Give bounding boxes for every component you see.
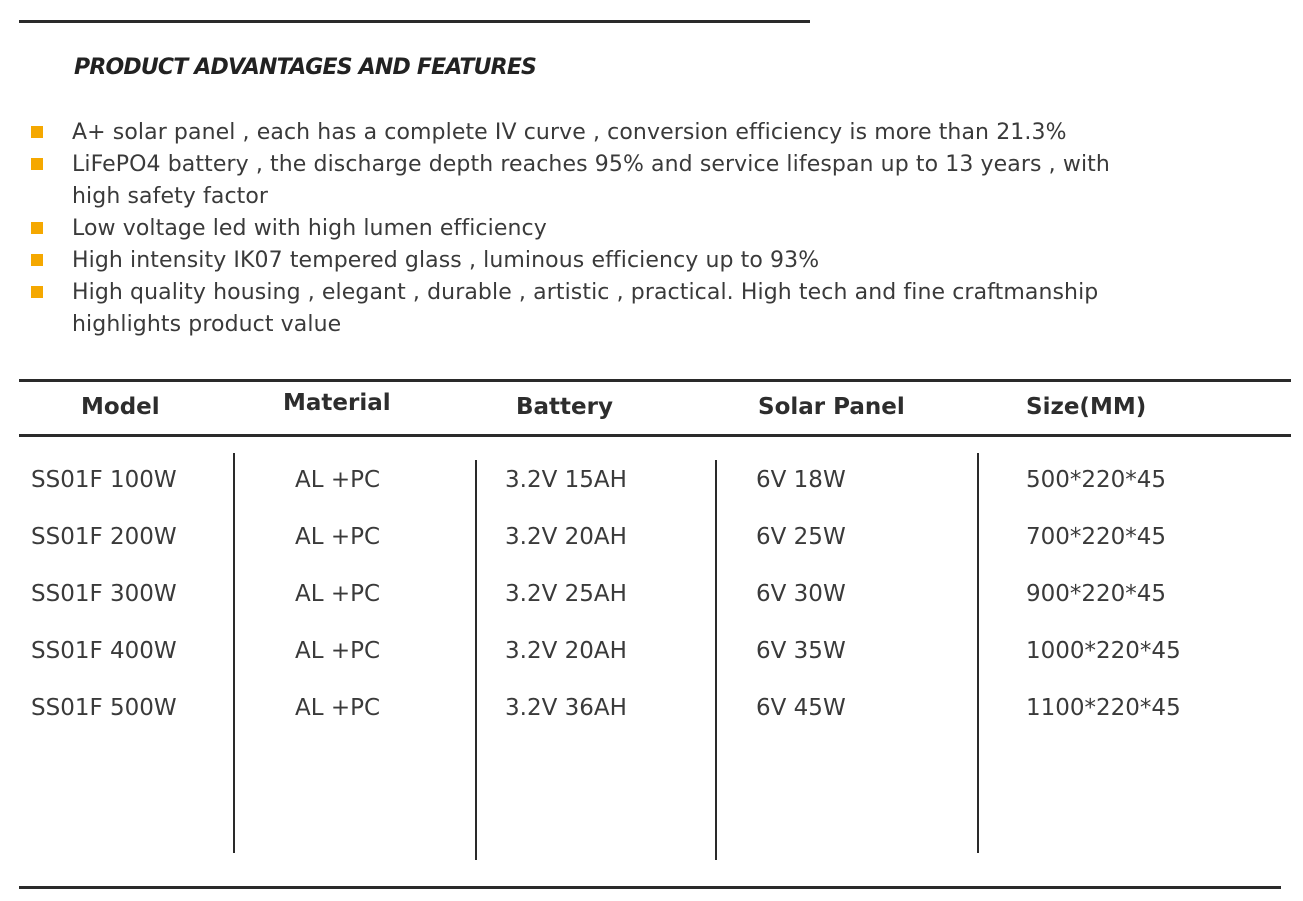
bullet-square-icon [31,158,43,170]
column-header-solar-panel: Solar Panel [758,394,905,420]
feature-text: High intensity IK07 tempered glass , luminous efficiency up to 93% [72,248,820,273]
cell-model: SS01F 500W [31,695,177,721]
table-header-border [19,434,1291,437]
cell-model: SS01F 100W [31,467,177,493]
cell-model: SS01F 300W [31,581,177,607]
cell-solar-panel: 6V 45W [756,695,846,721]
column-header-size: Size(MM) [1026,394,1147,420]
column-header-battery: Battery [516,394,613,420]
cell-battery: 3.2V 36AH [505,695,627,721]
table-row [0,517,1303,557]
column-header-material: Material [283,390,391,416]
bullet-square-icon [31,222,43,234]
table-row [0,688,1303,728]
cell-battery: 3.2V 20AH [505,524,627,550]
bottom-divider [19,886,1281,889]
cell-material: AL +PC [295,695,381,721]
cell-solar-panel: 6V 25W [756,524,846,550]
cell-battery: 3.2V 25AH [505,581,627,607]
feature-item [0,149,1303,213]
cell-model: SS01F 400W [31,638,177,664]
feature-text: Low voltage led with high lumen efficiency [72,216,547,241]
feature-text: High quality housing , elegant , durable , artistic , practical. High tech and fine craftmanship highlights product value [72,280,1099,337]
bullet-square-icon [31,286,43,298]
table-top-border [19,379,1291,382]
table-row [0,631,1303,671]
cell-material: AL +PC [295,467,381,493]
cell-solar-panel: 6V 18W [756,467,846,493]
feature-item [0,117,1303,149]
cell-size: 500*220*45 [1026,467,1167,493]
feature-item [0,213,1303,245]
cell-material: AL +PC [295,581,381,607]
feature-item [0,245,1303,277]
cell-material: AL +PC [295,638,381,664]
section-heading: PRODUCT ADVANTAGES AND FEATURES [74,55,537,80]
cell-size: 700*220*45 [1026,524,1167,550]
cell-battery: 3.2V 20AH [505,638,627,664]
cell-size: 1000*220*45 [1026,638,1181,664]
column-header-model: Model [81,394,160,420]
cell-solar-panel: 6V 35W [756,638,846,664]
feature-item [0,277,1303,341]
cell-solar-panel: 6V 30W [756,581,846,607]
features-list [0,117,1303,341]
feature-text: A+ solar panel , each has a complete IV curve , conversion efficiency is more than 21.3% [72,120,1067,145]
bullet-square-icon [31,254,43,266]
cell-size: 900*220*45 [1026,581,1167,607]
top-divider [19,20,810,23]
cell-material: AL +PC [295,524,381,550]
table-row [0,574,1303,614]
cell-battery: 3.2V 15AH [505,467,627,493]
cell-size: 1100*220*45 [1026,695,1181,721]
table-row [0,460,1303,500]
cell-model: SS01F 200W [31,524,177,550]
feature-text: LiFePO4 battery , the discharge depth reaches 95% and service lifespan up to 13 years , with high safety factor [72,152,1110,209]
bullet-square-icon [31,126,43,138]
